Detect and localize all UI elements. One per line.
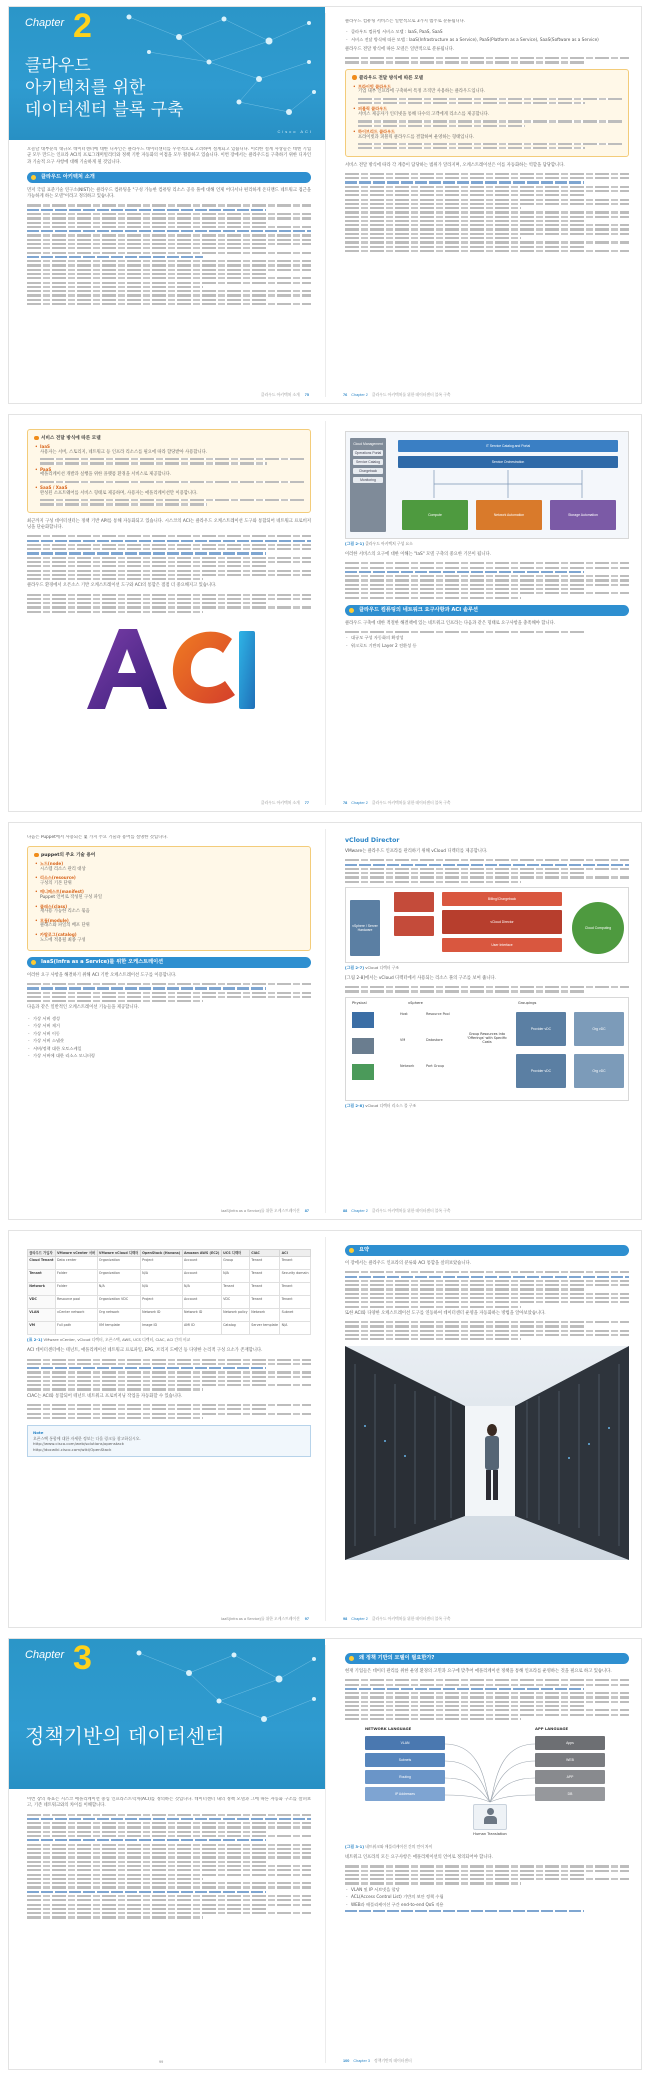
diagram-app-row: WEB [535, 1753, 605, 1767]
page-75 [9, 7, 325, 403]
note-item-name: • 카탈로그(catalog) [34, 932, 304, 938]
table-cell: N/A [280, 1322, 311, 1335]
table-cell: Folder [55, 1270, 97, 1283]
page-number: 97 [304, 1617, 309, 1621]
table-cell: N/A [140, 1270, 182, 1283]
page-number: 87 [304, 1209, 309, 1213]
table-cell: VDC [221, 1296, 249, 1309]
note-item-name: • 퍼블릭 클라우드 [352, 106, 622, 112]
diagram-org-vdc: Org vDC [574, 1012, 624, 1046]
table-row-header-cell: Network [28, 1283, 56, 1296]
diagram-portal-bar: IT Service Catalog and Portal [398, 440, 618, 452]
table-cell: Project [140, 1296, 182, 1309]
diagram-label: Resource Pool [426, 1011, 450, 1016]
body-paragraph: 최근까지 구성 데이터센터는 정책 기반 API를 통해 자동화되고 있습니다. 시스코의 ACI는 클라우드 오케스트레이션 도구와 통합되어 네트워크 프로비저닝을 단순화합니다. [27, 518, 311, 530]
table-header-cell: ACI [280, 1250, 311, 1257]
diagram-vsphere-box: vSphere / Server Hardware [350, 900, 380, 956]
note-item-desc: 서비스 제공자가 인터넷을 통해 다수의 고객에게 리소스를 제공합니다. [358, 112, 490, 118]
table-row-header-cell: VM [28, 1322, 56, 1335]
table-cell: Network ID [140, 1309, 182, 1322]
page-footer [343, 2059, 412, 2064]
spread-5 [8, 1638, 642, 2070]
body-paragraph: 클라우드 컴퓨팅 서비스는 일반적으로 3가지 범주로 분류됩니다. [345, 19, 466, 24]
page-98 [327, 1231, 643, 1627]
diagram-provider-vdc: Provider vDC [516, 1054, 566, 1088]
table-row [28, 1257, 311, 1270]
server-icon [352, 1012, 374, 1028]
table-cell: Network [250, 1309, 280, 1322]
note-item-desc: 사용자는 서버, 스토리지, 네트워크 등 인프라 리소스를 필요에 따라 할당받아 사용합니다. [40, 449, 208, 455]
table-cell: Network policy [221, 1309, 249, 1322]
chapter-number: 2 [73, 7, 92, 45]
page-footer [261, 393, 313, 398]
footer-chapter: Chapter 2 [351, 1209, 368, 1213]
diagram-label: Group Resources into 'Offerings' with Specific Costs [467, 1031, 507, 1045]
diagram-network-box: Network Automation [476, 500, 542, 530]
table-cell: Resource pool [55, 1296, 97, 1309]
diagram-label: vSphere [408, 1000, 423, 1005]
diagram-network-row: IP Addresses [365, 1787, 445, 1801]
storage-icon [352, 1038, 374, 1054]
body-paragraph: 클라우드 전달 방식에 따른 모델은 일반적으로 분류됩니다. [345, 46, 455, 52]
table-cell: Project [140, 1257, 182, 1270]
page-100 [327, 1639, 643, 2069]
chapter-label: Chapter [25, 1649, 65, 1661]
page-99 [9, 1639, 325, 2069]
page-78 [327, 415, 643, 811]
note-item-desc: 재사용 가능한 리소스 묶음 [40, 909, 90, 915]
footer-chapter: Chapter 2 [351, 1617, 368, 1621]
diagram-orchestration-bar: Service Orchestration [398, 456, 618, 468]
diagram-label: Monitoring [353, 477, 383, 483]
spread-4 [8, 1230, 642, 1628]
note-item-name: • 매니페스트(manifest) [34, 889, 304, 895]
page-76 [327, 7, 643, 403]
note-item-desc: 완성된 소프트웨어를 서비스 형태로 제공하며, 사용자는 애플리케이션만 이용합니다. [40, 490, 198, 496]
bullet-item: - 가상 서버 생성 [27, 1016, 311, 1022]
footer-title: IaaS(Infra as a Service)를 위한 오케스트레이션 [221, 1617, 300, 1621]
diagram-cloud-circle: Cloud Computing [572, 902, 624, 954]
bullet-item: - 가상 서버 이동 [27, 1031, 311, 1037]
page-number: 100 [343, 2059, 350, 2063]
figure-number: [그림 2-7] [345, 964, 364, 970]
page-88 [327, 823, 643, 1219]
page-footer [343, 1617, 451, 1622]
note-reference-link[interactable]: http://docwiki.cisco.com/wiki/OpenStack [33, 1446, 112, 1452]
aci-logo-graphic [27, 617, 311, 717]
diagram-label: APP LANGUAGE [535, 1726, 569, 1732]
table-body [28, 1257, 311, 1335]
diagram-label: Cloud Management [353, 442, 383, 446]
figure-caption [345, 1844, 629, 1850]
body-paragraph: 클라우드 환경에서 오픈소스 기반 오케스트레이션 도구와 ACI의 통합은 점점 더 중요해지고 있습니다. [27, 583, 217, 589]
table-caption-text: VMware vCenter, vCloud 디렉터, 오픈스택, AWS, UCS 디렉터, CIAC, ACI 간의 비교 [43, 1337, 191, 1343]
note-item-desc: 클래스와 파일의 배포 단위 [40, 923, 90, 929]
page-77 [9, 415, 325, 811]
table-cell: VM template [97, 1322, 140, 1335]
footer-chapter: Chapter 3 [353, 2059, 371, 2063]
bullet-item: - 워크로드 기반의 Layer 2 전환성 등 [345, 643, 629, 649]
diagram-compute-box: Compute [402, 500, 468, 530]
diagram-label: Port Group [426, 1063, 445, 1068]
body-paragraph: CIAC는 ACI와 통합되어 테넌트 네트워크 프로비저닝 작업을 자동화할 수 있습니다. [27, 1393, 183, 1399]
table-header-cell: OpenStack (Havana) [140, 1250, 182, 1257]
note-item-name: • SaaS / XaaS [34, 485, 304, 491]
bullet-item: - 서비스 전달 방식에 따른 모델 : IaaS(Infrastructure as a Service), PaaS(Platform as a Service), SaaS(Software as a Service) [345, 37, 629, 43]
body-paragraph: ACI 데이터센터에는 테넌트, 애플리케이션 네트워크 프로파일, EPG, 브리지 도메인 등 다양한 논리적 구성 요소가 존재합니다. [27, 1348, 263, 1354]
table-header-cell: UCS 디렉터 [221, 1250, 249, 1257]
diagram-label: Datastore [426, 1037, 443, 1042]
table-row-header-cell: Tenant [28, 1270, 56, 1283]
spread-1 [8, 6, 642, 404]
datacenter-photo [345, 1346, 629, 1560]
table-cell: AMI ID [182, 1322, 221, 1335]
table-cell: Tenant [280, 1296, 311, 1309]
page-88-body [345, 835, 629, 1203]
figure-caption-text: vCloud 디렉터 리소스 풀 구조 [365, 1102, 417, 1108]
body-paragraph: 먼저 국립 표준기술 연구소(NIST)는 클라우드 컴퓨팅을 "구성 가능한 컴퓨팅 리소스 공유 풀에 대해 언제 어디서나 편리하게 온디맨드 네트워크 접근을 가능하게 하는 모델"이라고 정의하고 있습니다. [27, 187, 311, 200]
diagram-label: Network [400, 1063, 415, 1068]
page-footer [343, 1209, 451, 1214]
table-header-cell: VMware vCloud 디렉터 [97, 1250, 140, 1257]
page-footer [221, 1209, 313, 1214]
table-cell: Organization [97, 1270, 140, 1283]
table-cell: Tenant [221, 1283, 249, 1296]
body-paragraph: 다음은 Puppet에서 사용되는 몇 가지 주요 기술과 용어를 설명한 것입니다. [27, 835, 168, 840]
bullet-item: - WEB과 애플리케이션 구간 end-to-end QoS 적용 [345, 1902, 629, 1908]
page-footer [343, 393, 451, 398]
note-item-name: • 프라이빗 클라우드 [352, 84, 622, 90]
table-cell: Tenant [280, 1257, 311, 1270]
note-item-name: • 노드(node) [34, 861, 304, 867]
figure-caption [345, 1103, 629, 1109]
note-item-desc: 프라이빗과 퍼블릭 클라우드를 결합하여 운영하는 형태입니다. [358, 134, 475, 140]
figure-caption-text: 네트워크와 애플리케이션 간의 언어 차이 [365, 1844, 433, 1850]
diagram-label: Groupings [518, 1000, 537, 1005]
page-77-body [27, 427, 311, 795]
section-heading: 요약 [345, 1245, 629, 1256]
aci-logo-image [27, 617, 307, 717]
footer-title: 클라우드 아키텍처를 위한 데이터센터 블록 구축 [371, 1617, 451, 1621]
bullet-item: - 가상 서버 제거 [27, 1023, 311, 1029]
figure-caption-text: 클라우드 아키텍처 구성 요소 [365, 541, 413, 546]
section-heading: 클라우드 컴퓨팅의 네트워크 요구사항과 ACI 솔루션 [345, 605, 629, 616]
note-reference-link[interactable]: http://www.cisco.com/web/solutions/openstack [33, 1441, 125, 1447]
footer-title: 정책기반의 데이터센터 [374, 2059, 412, 2063]
note-item-desc: 기업 내부 인프라에 구축하여 특정 조직만 사용하는 클라우드입니다. [358, 89, 486, 95]
diagram-label: Service Catalog [353, 459, 383, 465]
chapter-title: 정책기반의 데이터센터 [25, 1724, 225, 1748]
footer-title: 클라우드 아키텍처를 위한 데이터센터 블록 구축 [371, 393, 451, 397]
diagram-app-row: APP [535, 1770, 605, 1784]
table-cell: Catalog [221, 1322, 249, 1335]
chapter-title-line-1: 클라우드 [25, 56, 91, 76]
figure-caption [345, 541, 629, 547]
diagram-connectors [398, 470, 618, 498]
diagram-network-row: VLAN [365, 1736, 445, 1750]
body-paragraph: 이 장에서는 클라우드 인프라의 분류와 ACI 통합을 살펴보았습니다. [345, 1261, 471, 1266]
note-item-desc: Puppet 언어로 작성된 구성 파일 [40, 895, 102, 901]
table-cell: Account [182, 1270, 221, 1283]
section-heading: 클라우드 아키텍처 소개 [27, 172, 311, 183]
note-item-name: • 리소스(resource) [34, 875, 304, 881]
diagram-org-vdc: Org vDC [574, 1054, 624, 1088]
table-cell: N/A [140, 1283, 182, 1296]
table-header-cell: VMware vCenter 서버 [55, 1250, 97, 1257]
chapter-number: 3 [73, 1639, 92, 1677]
diagram-small-box [394, 916, 434, 936]
spread-2 [8, 414, 642, 812]
note-item-name: • 모듈(module) [34, 918, 304, 924]
table-number: [표 2-1] [27, 1337, 43, 1343]
bullet-item: - 대규모 구성 자동화의 확장성 [345, 635, 629, 641]
footer-chapter: Chapter 2 [351, 801, 368, 805]
diagram-label: VM [400, 1037, 406, 1042]
body-paragraph: 이러한 서비스의 요구에 대한 이해는 "IaS" 모델 구축의 중요한 기본이 됩니다. [345, 552, 491, 557]
table-row-header-cell: VLAN [28, 1309, 56, 1322]
chapter-title-line-3: 데이터센터 블록 구축 [25, 100, 184, 120]
table-cell: Network ID [182, 1309, 221, 1322]
page-98-body [345, 1243, 629, 1611]
chapter-3-header [9, 1639, 325, 1789]
chapter-subtitle: Cisco ACI [277, 129, 313, 134]
diagram-provider-vdc: Provider vDC [516, 1012, 566, 1046]
figure-number: [그림 3-1] [345, 1844, 364, 1850]
page-number: 76 [343, 393, 348, 397]
footer-title: 클라우드 아키텍처를 위한 데이터센터 블록 구축 [371, 801, 451, 805]
figure-number: [그림 2-8] [345, 1102, 364, 1108]
page-footer [221, 1617, 313, 1622]
page-number: 98 [343, 1617, 348, 1621]
table-cell: Image ID [140, 1322, 182, 1335]
page-100-body [345, 1651, 629, 2053]
table-cell: Tenant [280, 1283, 311, 1296]
diagram-cloud-management [350, 438, 386, 532]
translation-arrows [445, 1742, 535, 1812]
diagram-app-row: Apps [535, 1736, 605, 1750]
figure-number: [그림 2-1] [345, 541, 364, 546]
page-76-body [345, 19, 629, 387]
diagram-small-box [394, 892, 434, 912]
footer-title: 클라우드 아키텍처를 위한 데이터센터 블록 구축 [371, 1209, 451, 1213]
spread-3 [8, 822, 642, 1220]
body-paragraph: 이러한 요구 사항을 해결하기 위해 ACI 기반 오케스트레이션 도구를 이용합니다. [27, 972, 177, 978]
table-cell: Security domain [280, 1270, 311, 1283]
body-paragraph: VMware는 클라우드 인프라를 관리하기 위해 vCloud 디렉터를 제공합니다. [345, 849, 488, 854]
page-footer [261, 801, 313, 806]
page-87 [9, 823, 325, 1219]
diagram-label: NETWORK LANGUAGE [365, 1726, 412, 1732]
chapter-2-header [9, 7, 325, 140]
page-87-body [27, 835, 311, 1203]
note-box [27, 846, 311, 951]
table-cell: Organization [97, 1257, 140, 1270]
page-78-body [345, 427, 629, 795]
section-heading: IaaS(Infra as a Service)를 위한 오케스트레이션 [27, 957, 311, 968]
diagram-label: Host [400, 1011, 408, 1016]
cloud-architecture-diagram [345, 431, 629, 539]
diagram-network-row: Subnets [365, 1753, 445, 1767]
note-title: puppet의 주요 기술 용어 [34, 852, 304, 858]
note-reference-title: Note [33, 1429, 44, 1435]
network-vs-app-language-diagram [345, 1724, 629, 1842]
bullet-item: - 서버/정책 대한 오토스케일 [27, 1046, 311, 1052]
section-title: vCloud Director [345, 837, 400, 844]
note-item-desc: 구성의 기본 단위 [40, 881, 72, 887]
table-header-cell: CIAC [250, 1250, 280, 1257]
note-reference-line: 오픈스택 통합에 대한 자세한 정보는 다음 링크를 참고하십시오. [33, 1435, 141, 1441]
bullet-item: - 가상 서버 스냅샷 [27, 1038, 311, 1044]
body-paragraph: 네트워크 인프라의 모든 요구사항은 애플리케이션의 언어로 정의되어야 합니다. [345, 1855, 493, 1861]
table-row [28, 1270, 311, 1283]
table-cell: Organization VDC [97, 1296, 140, 1309]
vcloud-director-diagram [345, 887, 629, 963]
page-number: 78 [343, 801, 348, 805]
human-icon [473, 1804, 507, 1830]
diagram-label: Chargeback [353, 468, 383, 474]
intro-paragraph: 이번 장의 목표는 시스코 애플리케이션 중심 인프라스트럭처(ACI)를 정의하는 것입니다. 데이터센터 내의 정책 모델과 그에 따른 자동화 구조를 살펴보고, 기존 네트워크와의 차이를 이해합니다. [27, 1797, 311, 1809]
diagram-storage-box: Storage Automation [550, 500, 616, 530]
footer-title: IaaS(Infra as a Service)를 위한 오케스트레이션 [221, 1209, 300, 1213]
page-footer [159, 2060, 163, 2064]
table-cell: Account [182, 1257, 221, 1270]
table-row [28, 1283, 311, 1296]
diagram-label: Human Translation [473, 1832, 507, 1837]
table-cell: N/A [182, 1283, 221, 1296]
note-item-desc: 노드에 적용될 최종 구성 [40, 937, 86, 943]
table-row [28, 1322, 311, 1335]
footer-title: 클라우드 아키텍처 소개 [260, 801, 300, 805]
table-cell: Org network [97, 1309, 140, 1322]
diagram-ui-bar: User Interface [442, 938, 562, 952]
table-cell: vCenter network [55, 1309, 97, 1322]
diagram-label: Physical [352, 1000, 367, 1005]
table-row [28, 1309, 311, 1322]
body-paragraph: 서비스 전달 방식에 따라 각 계층이 담당하는 범위가 달라지며, 오케스트레이션은 이를 자동화하는 역할을 담당합니다. [345, 162, 565, 168]
note-reference-box [27, 1425, 311, 1457]
note-item-name: • PaaS [34, 467, 304, 473]
table-cell: N/A [97, 1283, 140, 1296]
network-pattern-graphic [9, 1639, 325, 1789]
bullet-item: - ACL(Access Control List) 기반의 보안 정책 수립 [345, 1894, 629, 1900]
diagram-label: Operations Portal [354, 451, 382, 455]
bullet-item: - 클라우드 컴퓨팅 서비스 모델 : IaaS, PaaS, SaaS [345, 29, 629, 35]
figure-caption [345, 965, 629, 971]
table-cell: Server template [250, 1322, 280, 1335]
intro-paragraph: 오늘날 대부분의 대규모 데이터센터에 대한 디자인은 클라우드 데이터센터를 우선적으로 고려하여 설계되고 있습니다. 이러한 설계 사상들은 데엔 기업군 모두 만드는 인프라 ACI의 프로그래머빌리티와 정책 기반 자동화의 이점을 모두 활용하고 있습니다. 이번 장에서는 클라우드를 구축하기 위한 디자인과 기술적 요구 사항에 대해 기술하게 될 것입니다. [27, 147, 311, 165]
table-header-cell: Amazon AWS (EC2) [184, 1251, 220, 1255]
table-cell: Subnet [280, 1309, 311, 1322]
note-item-desc: 애플리케이션 개발과 실행을 위한 플랫폼 환경을 서비스로 제공합니다. [40, 472, 172, 478]
table-cell: Tenant [250, 1296, 280, 1309]
bullet-item: - 가상 서버에 대한 리소스 모니터링 [27, 1053, 311, 1059]
table-cell: Account [182, 1296, 221, 1309]
table-row-header-cell: VDC [28, 1296, 56, 1309]
bullet-item: - VLAN 및 IP 서브넷을 할당 [345, 1887, 629, 1893]
aci-logo-text [27, 617, 29, 618]
body-paragraph: 현재 기업들은 데이터 관리를 위한 운영 환경의 고민과 요구에 맞추어 애플리케이션 정책을 통해 인프라를 운영하는 것을 필요로 하고 있습니다. [345, 1669, 612, 1674]
diagram-network-row: Routing [365, 1770, 445, 1784]
page-97-body [27, 1243, 311, 1611]
resource-pool-diagram [345, 997, 629, 1101]
footer-chapter: Chapter 2 [351, 393, 368, 397]
table-cell: Full path [55, 1322, 97, 1335]
figure-caption-text: vCloud 디렉터 구조 [365, 964, 400, 970]
body-paragraph: 클라우드 구축에 대한 적절한 해결책에 있는 네트워크 인프라는 다음과 같은 형태로 요구사항을 충족해야 합니다. [345, 620, 556, 626]
section-heading: 왜 정책 기반의 모델이 필요한가? [345, 1653, 629, 1664]
body-paragraph: [그림 2-8]에서는 vCloud 디렉터에서 사용되는 리소스 풀의 구조를 보여 줍니다. [345, 975, 496, 981]
diagram-billing-bar: Billing/Chargeback [442, 892, 562, 906]
page-footer [343, 801, 451, 806]
diagram-vcd-box: vCloud Director [442, 910, 562, 934]
body-paragraph: 다음과 같은 일반적인 오케스트레이션 기능들을 제공합니다. [27, 1005, 139, 1011]
body-paragraph: 또한 ACI와 다양한 오케스트레이션 도구를 연동하여 데이터센터 운영을 자동화하는 방법을 알아보았습니다. [345, 1310, 546, 1316]
network-icon [352, 1064, 374, 1080]
table-cell: Folder [55, 1283, 97, 1296]
table-header-cell: 클라우드 가입자 [28, 1250, 56, 1257]
table-cell: Tenant [250, 1283, 280, 1296]
chapter-title-line-2: 아키텍처를 위한 [25, 78, 146, 98]
note-item-name: • 클래스(class) [34, 904, 304, 910]
page-number: 88 [343, 1209, 348, 1213]
footer-title: 클라우드 아키텍처 소개 [260, 393, 300, 397]
table-row [28, 1296, 311, 1309]
comparison-table [27, 1249, 311, 1335]
note-item-name: • IaaS [34, 444, 304, 450]
note-box [345, 69, 629, 157]
table-cell: Tenant [250, 1257, 280, 1270]
page-75-body [27, 147, 311, 387]
page-number: 75 [304, 393, 309, 397]
note-item-desc: 시스템 리소스 관리 대상 [40, 867, 86, 873]
note-box [27, 429, 311, 513]
note-title: 서비스 전달 방식에 따른 모델 [34, 435, 304, 441]
page-97 [9, 1231, 325, 1627]
table-cell: Data center [55, 1257, 97, 1270]
table-header-row [28, 1250, 311, 1257]
note-title: 클라우드 전달 방식에 따른 모델 [352, 75, 622, 81]
note-item-name: • 하이브리드 클라우드 [352, 129, 622, 135]
chapter-label: Chapter [25, 17, 65, 29]
table-caption [27, 1337, 311, 1343]
table-cell: Group [221, 1257, 249, 1270]
page-number: 77 [304, 801, 309, 805]
chapter-title [25, 55, 184, 121]
diagram-app-row: DB [535, 1787, 605, 1801]
table-cell: N/A [221, 1270, 249, 1283]
page-99-body [27, 1797, 311, 2053]
table-cell: Tenant [250, 1270, 280, 1283]
server-aisle-image [345, 1346, 629, 1560]
page-number: 99 [159, 2060, 164, 2064]
table-row-header-cell: Cloud Tenant [28, 1257, 56, 1270]
